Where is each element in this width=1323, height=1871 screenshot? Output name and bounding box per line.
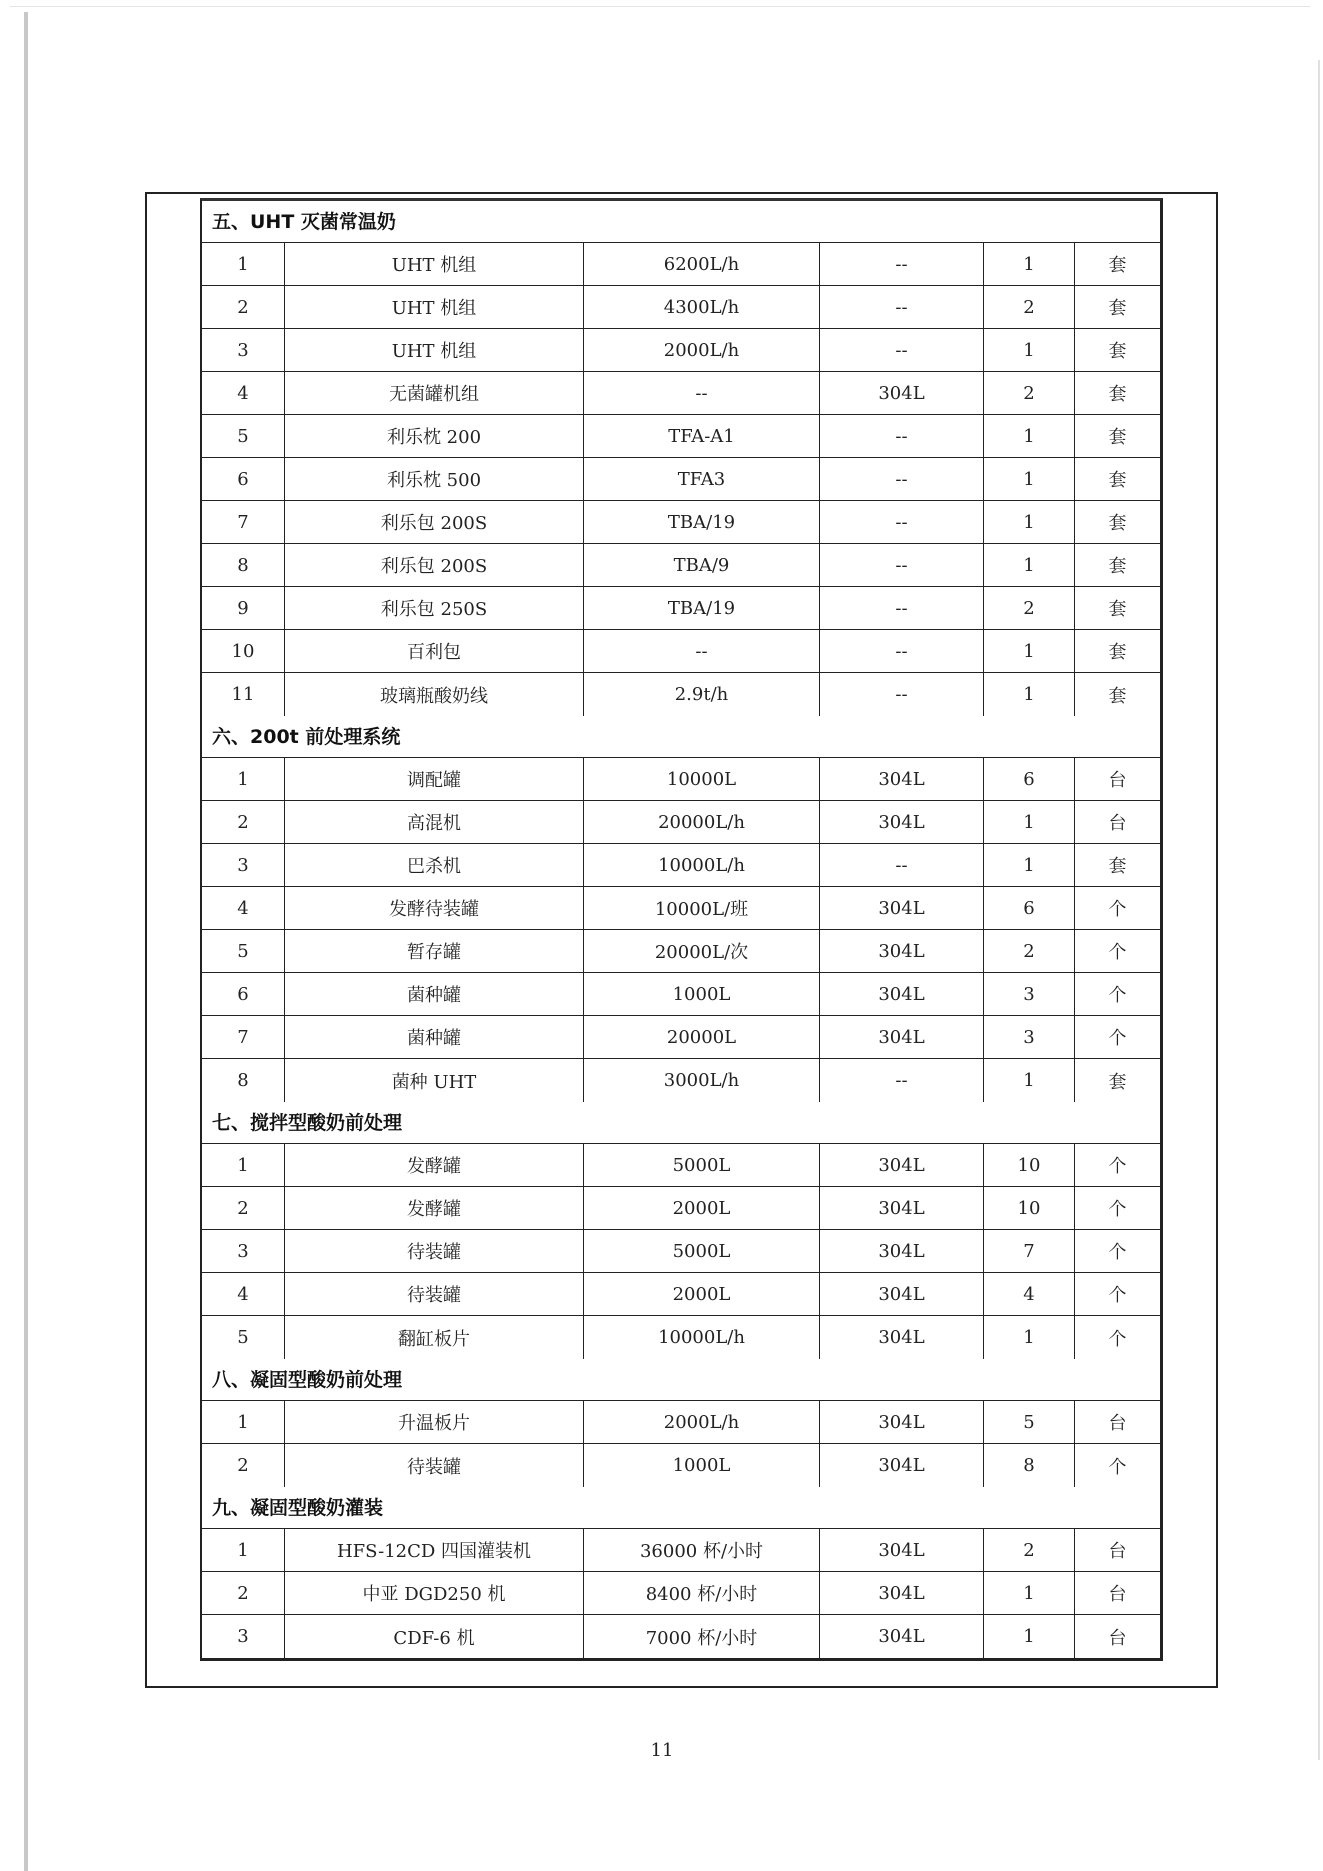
item-index-cell: 1 xyxy=(202,1529,285,1571)
equipment-name-cell: CDF-6 机 xyxy=(285,1615,584,1658)
specification-cell: 36000 杯/小时 xyxy=(584,1529,820,1571)
item-index-cell: 3 xyxy=(202,1615,285,1658)
quantity-cell: 1 xyxy=(984,458,1075,500)
specification-cell: 4300L/h xyxy=(584,286,820,328)
quantity-cell: 1 xyxy=(984,243,1075,285)
scan-edge-top xyxy=(10,6,1310,7)
equipment-name-cell: 巴杀机 xyxy=(285,844,584,886)
quantity-cell: 1 xyxy=(984,1059,1075,1102)
table-row xyxy=(202,243,1160,286)
item-index-cell: 8 xyxy=(202,1059,285,1102)
quantity-cell: 1 xyxy=(984,544,1075,586)
specification-cell: 10000L/h xyxy=(584,1316,820,1359)
item-index-cell: 7 xyxy=(202,1016,285,1058)
item-index-cell: 2 xyxy=(202,1572,285,1614)
table-row xyxy=(202,1615,1160,1658)
table-section xyxy=(202,1102,1160,1359)
equipment-name-cell: UHT 机组 xyxy=(285,329,584,371)
specification-cell: -- xyxy=(584,630,820,672)
material-cell: 304L xyxy=(820,1615,984,1658)
material-cell: 304L xyxy=(820,801,984,843)
quantity-cell: 1 xyxy=(984,1572,1075,1614)
specification-cell: 10000L xyxy=(584,758,820,800)
item-index-cell: 7 xyxy=(202,501,285,543)
material-cell: -- xyxy=(820,630,984,672)
section-header: 五、UHT 灭菌常温奶 xyxy=(202,201,1160,243)
specification-cell: 2000L/h xyxy=(584,329,820,371)
material-cell: 304L xyxy=(820,1016,984,1058)
quantity-cell: 1 xyxy=(984,673,1075,716)
specification-cell: 6200L/h xyxy=(584,243,820,285)
quantity-cell: 1 xyxy=(984,1615,1075,1658)
table-row xyxy=(202,501,1160,544)
material-cell: 304L xyxy=(820,1529,984,1571)
unit-cell: 套 xyxy=(1108,642,1127,663)
specification-cell: 20000L/h xyxy=(584,801,820,843)
specification-cell: TBA/9 xyxy=(584,544,820,586)
specification-cell: TBA/19 xyxy=(584,587,820,629)
material-cell: 304L xyxy=(820,1444,984,1487)
equipment-name-cell: 菌种罐 xyxy=(285,973,584,1015)
unit-cell: 个 xyxy=(1108,1242,1127,1263)
unit-cell: 套 xyxy=(1108,1071,1127,1093)
item-index-cell: 4 xyxy=(202,1273,285,1315)
section-header: 七、搅拌型酸奶前处理 xyxy=(202,1102,1160,1144)
table-section xyxy=(202,716,1160,1102)
material-cell: 304L xyxy=(820,1572,984,1614)
item-index-cell: 5 xyxy=(202,1316,285,1359)
table-row xyxy=(202,544,1160,587)
table-row xyxy=(202,1444,1160,1487)
table-row xyxy=(202,587,1160,630)
table-row xyxy=(202,372,1160,415)
item-index-cell: 1 xyxy=(202,758,285,800)
table-row xyxy=(202,673,1160,716)
material-cell: -- xyxy=(820,587,984,629)
item-index-cell: 2 xyxy=(202,1187,285,1229)
section-header: 八、凝固型酸奶前处理 xyxy=(202,1359,1160,1401)
unit-cell: 套 xyxy=(1108,599,1127,620)
unit-cell: 台 xyxy=(1108,1541,1127,1562)
material-cell: 304L xyxy=(820,887,984,929)
quantity-cell: 2 xyxy=(984,1529,1075,1571)
table-row xyxy=(202,973,1160,1016)
material-cell: -- xyxy=(820,415,984,457)
material-cell: 304L xyxy=(820,1187,984,1229)
equipment-name-cell: 翻缸板片 xyxy=(285,1316,584,1359)
equipment-name-cell: 发酵罐 xyxy=(285,1144,584,1186)
quantity-cell: 1 xyxy=(984,415,1075,457)
material-cell: -- xyxy=(820,329,984,371)
item-index-cell: 9 xyxy=(202,587,285,629)
section-header: 六、200t 前处理系统 xyxy=(202,716,1160,758)
quantity-cell: 3 xyxy=(984,973,1075,1015)
unit-cell: 套 xyxy=(1108,384,1127,405)
specification-cell: 20000L/次 xyxy=(584,930,820,972)
specification-cell: 7000 杯/小时 xyxy=(584,1615,820,1658)
material-cell: -- xyxy=(820,544,984,586)
specification-cell: 2.9t/h xyxy=(584,673,820,716)
unit-cell: 台 xyxy=(1108,1627,1127,1649)
equipment-name-cell: UHT 机组 xyxy=(285,243,584,285)
equipment-name-cell: 利乐枕 200 xyxy=(285,415,584,457)
specification-cell: 8400 杯/小时 xyxy=(584,1572,820,1614)
specification-cell: 10000L/h xyxy=(584,844,820,886)
unit-cell: 套 xyxy=(1108,513,1127,534)
unit-cell: 个 xyxy=(1108,1456,1127,1478)
material-cell: -- xyxy=(820,243,984,285)
quantity-cell: 8 xyxy=(984,1444,1075,1487)
table-section xyxy=(202,201,1160,716)
item-index-cell: 1 xyxy=(202,1144,285,1186)
equipment-table xyxy=(200,198,1163,1661)
unit-cell: 个 xyxy=(1108,1028,1127,1049)
item-index-cell: 2 xyxy=(202,801,285,843)
specification-cell: TBA/19 xyxy=(584,501,820,543)
quantity-cell: 1 xyxy=(984,630,1075,672)
page-number: 11 xyxy=(650,1740,674,1761)
specification-cell: 20000L xyxy=(584,1016,820,1058)
equipment-name-cell: 高混机 xyxy=(285,801,584,843)
equipment-name-cell: 发酵待装罐 xyxy=(285,887,584,929)
equipment-name-cell: 利乐包 200S xyxy=(285,501,584,543)
table-row xyxy=(202,844,1160,887)
quantity-cell: 1 xyxy=(984,844,1075,886)
equipment-name-cell: 升温板片 xyxy=(285,1401,584,1443)
quantity-cell: 2 xyxy=(984,587,1075,629)
unit-cell: 个 xyxy=(1108,942,1127,963)
equipment-name-cell: 菌种 UHT xyxy=(285,1059,584,1102)
equipment-name-cell: 待装罐 xyxy=(285,1444,584,1487)
material-cell: 304L xyxy=(820,758,984,800)
equipment-name-cell: 玻璃瓶酸奶线 xyxy=(285,673,584,716)
quantity-cell: 7 xyxy=(984,1230,1075,1272)
item-index-cell: 5 xyxy=(202,415,285,457)
quantity-cell: 2 xyxy=(984,930,1075,972)
quantity-cell: 4 xyxy=(984,1273,1075,1315)
table-row xyxy=(202,1316,1160,1359)
unit-cell: 个 xyxy=(1108,1285,1127,1306)
item-index-cell: 6 xyxy=(202,973,285,1015)
scan-edge-left xyxy=(24,12,28,1871)
table-row xyxy=(202,458,1160,501)
unit-cell: 套 xyxy=(1108,427,1127,448)
unit-cell: 套 xyxy=(1108,255,1127,276)
material-cell: -- xyxy=(820,501,984,543)
unit-cell: 台 xyxy=(1108,813,1127,834)
material-cell: 304L xyxy=(820,372,984,414)
equipment-name-cell: 百利包 xyxy=(285,630,584,672)
table-row xyxy=(202,286,1160,329)
table-row xyxy=(202,1401,1160,1444)
table-row xyxy=(202,930,1160,973)
quantity-cell: 1 xyxy=(984,1316,1075,1359)
unit-cell: 套 xyxy=(1108,556,1127,577)
item-index-cell: 5 xyxy=(202,930,285,972)
unit-cell: 个 xyxy=(1108,985,1127,1006)
table-row xyxy=(202,1187,1160,1230)
table-row xyxy=(202,630,1160,673)
material-cell: 304L xyxy=(820,1316,984,1359)
quantity-cell: 10 xyxy=(984,1187,1075,1229)
table-row xyxy=(202,801,1160,844)
unit-cell: 台 xyxy=(1108,1413,1127,1434)
item-index-cell: 8 xyxy=(202,544,285,586)
material-cell: 304L xyxy=(820,1230,984,1272)
equipment-name-cell: 菌种罐 xyxy=(285,1016,584,1058)
quantity-cell: 2 xyxy=(984,286,1075,328)
unit-cell: 个 xyxy=(1108,1156,1127,1177)
unit-cell: 套 xyxy=(1108,685,1127,707)
item-index-cell: 11 xyxy=(202,673,285,716)
quantity-cell: 1 xyxy=(984,501,1075,543)
unit-cell: 套 xyxy=(1108,856,1127,877)
table-row xyxy=(202,887,1160,930)
table-row xyxy=(202,1230,1160,1273)
item-index-cell: 2 xyxy=(202,286,285,328)
specification-cell: 10000L/班 xyxy=(584,887,820,929)
item-index-cell: 1 xyxy=(202,243,285,285)
table-section xyxy=(202,1487,1160,1658)
quantity-cell: 1 xyxy=(984,801,1075,843)
material-cell: 304L xyxy=(820,1401,984,1443)
specification-cell: -- xyxy=(584,372,820,414)
unit-cell: 台 xyxy=(1108,770,1127,791)
material-cell: 304L xyxy=(820,1273,984,1315)
specification-cell: 2000L xyxy=(584,1187,820,1229)
material-cell: 304L xyxy=(820,930,984,972)
quantity-cell: 5 xyxy=(984,1401,1075,1443)
unit-cell: 个 xyxy=(1108,1328,1127,1350)
section-header: 九、凝固型酸奶灌装 xyxy=(202,1487,1160,1529)
specification-cell: 3000L/h xyxy=(584,1059,820,1102)
material-cell: -- xyxy=(820,1059,984,1102)
table-row xyxy=(202,1016,1160,1059)
quantity-cell: 10 xyxy=(984,1144,1075,1186)
equipment-name-cell: 暂存罐 xyxy=(285,930,584,972)
equipment-name-cell: HFS-12CD 四国灌装机 xyxy=(285,1529,584,1571)
specification-cell: 5000L xyxy=(584,1144,820,1186)
specification-cell: 5000L xyxy=(584,1230,820,1272)
equipment-name-cell: 利乐枕 500 xyxy=(285,458,584,500)
quantity-cell: 1 xyxy=(984,329,1075,371)
equipment-name-cell: 调配罐 xyxy=(285,758,584,800)
quantity-cell: 6 xyxy=(984,758,1075,800)
specification-cell: TFA3 xyxy=(584,458,820,500)
equipment-name-cell: 利乐包 250S xyxy=(285,587,584,629)
table-row xyxy=(202,329,1160,372)
material-cell: 304L xyxy=(820,1144,984,1186)
equipment-name-cell: 待装罐 xyxy=(285,1230,584,1272)
material-cell: 304L xyxy=(820,973,984,1015)
table-row xyxy=(202,1059,1160,1102)
table-row xyxy=(202,1273,1160,1316)
item-index-cell: 1 xyxy=(202,1401,285,1443)
equipment-name-cell: UHT 机组 xyxy=(285,286,584,328)
equipment-name-cell: 发酵罐 xyxy=(285,1187,584,1229)
unit-cell: 套 xyxy=(1108,298,1127,319)
quantity-cell: 2 xyxy=(984,372,1075,414)
item-index-cell: 4 xyxy=(202,372,285,414)
equipment-name-cell: 待装罐 xyxy=(285,1273,584,1315)
item-index-cell: 4 xyxy=(202,887,285,929)
equipment-name-cell: 中亚 DGD250 机 xyxy=(285,1572,584,1614)
material-cell: -- xyxy=(820,286,984,328)
item-index-cell: 6 xyxy=(202,458,285,500)
quantity-cell: 6 xyxy=(984,887,1075,929)
table-row xyxy=(202,1144,1160,1187)
specification-cell: TFA-A1 xyxy=(584,415,820,457)
quantity-cell: 3 xyxy=(984,1016,1075,1058)
material-cell: -- xyxy=(820,673,984,716)
unit-cell: 套 xyxy=(1108,470,1127,491)
item-index-cell: 2 xyxy=(202,1444,285,1487)
scan-edge-right xyxy=(1318,60,1320,1760)
unit-cell: 套 xyxy=(1108,341,1127,362)
specification-cell: 1000L xyxy=(584,973,820,1015)
item-index-cell: 3 xyxy=(202,1230,285,1272)
table-row xyxy=(202,415,1160,458)
specification-cell: 2000L/h xyxy=(584,1401,820,1443)
item-index-cell: 3 xyxy=(202,329,285,371)
unit-cell: 台 xyxy=(1108,1584,1127,1605)
table-row xyxy=(202,758,1160,801)
table-section xyxy=(202,1359,1160,1487)
unit-cell: 个 xyxy=(1108,899,1127,920)
table-row xyxy=(202,1572,1160,1615)
material-cell: -- xyxy=(820,458,984,500)
item-index-cell: 3 xyxy=(202,844,285,886)
equipment-name-cell: 无菌罐机组 xyxy=(285,372,584,414)
material-cell: -- xyxy=(820,844,984,886)
equipment-name-cell: 利乐包 200S xyxy=(285,544,584,586)
table-row xyxy=(202,1529,1160,1572)
specification-cell: 2000L xyxy=(584,1273,820,1315)
specification-cell: 1000L xyxy=(584,1444,820,1487)
unit-cell: 个 xyxy=(1108,1199,1127,1220)
item-index-cell: 10 xyxy=(202,630,285,672)
